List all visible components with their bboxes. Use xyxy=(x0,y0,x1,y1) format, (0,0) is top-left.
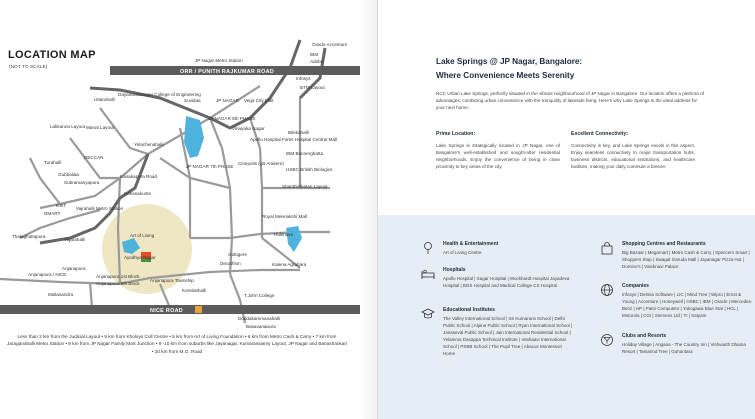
place-label: Basavanapura xyxy=(246,324,276,328)
place-label: IBM xyxy=(310,52,319,57)
globe-icon xyxy=(600,283,614,297)
place-label: Bilekahalli xyxy=(288,130,309,135)
place-label: Kembathalli xyxy=(182,288,207,293)
shopping-block xyxy=(600,241,755,275)
place-label: Uttarahalli xyxy=(94,97,115,102)
place-label: Oracle Accenture xyxy=(312,42,348,47)
page-gutter-shadow xyxy=(360,0,377,419)
category-title: Clubs and Resorts xyxy=(622,333,667,339)
place-label: KSIT xyxy=(56,203,67,208)
place-label: Suvidaa xyxy=(184,98,201,103)
place-label: Adobe xyxy=(310,59,324,64)
place-label: Anjanapura 1st Block xyxy=(96,274,140,279)
place-label: Kalena Agrahara xyxy=(272,262,307,267)
category-title: Hospitals xyxy=(443,267,466,273)
category-title: Shopping Centres and Restaurants xyxy=(622,241,706,247)
hulimavu-lake xyxy=(286,226,302,252)
location-map xyxy=(0,38,360,328)
place-label: Doddakammanahalli xyxy=(238,316,280,321)
prime-location-section xyxy=(436,131,560,170)
place-label: Gubbalala xyxy=(58,172,79,177)
prime-location-text: Lake Springs is strategically located in JP Nagar, one of Bangalore's well-established and sought-after residential neighborhoods. Enjoy the convenience of being in close proximity to key areas of the city. xyxy=(436,143,560,169)
place-label: Ayodhya Nagar xyxy=(124,255,156,260)
place-label: T.John College xyxy=(244,293,275,298)
category-text: Apollo Hospital | Sagar Hospital | Wockhardt Hospital Jayadeva Hospital | BGS Hospital and Medical College CS Hospital xyxy=(443,276,570,288)
place-label: Vinayaka Nagar xyxy=(232,126,265,131)
place-label: IBM Bannerghatta xyxy=(286,151,324,156)
place-label: JP Nagar Metro Station xyxy=(195,58,243,63)
place-label: Mallasandra xyxy=(48,292,74,297)
place-label: Royal Meenakshi Mall xyxy=(262,214,307,219)
place-label: Anjanapura xyxy=(62,266,86,271)
place-label: Shanthiniketan Layout xyxy=(282,184,328,189)
connectivity-section xyxy=(571,131,695,170)
connectivity-heading: Excellent Connectivity: xyxy=(571,131,629,137)
place-label: Lakkanna Layout xyxy=(50,124,85,129)
place-label: Vajarahalli xyxy=(64,237,86,242)
place-label: Decathlon xyxy=(220,261,241,266)
map-title: LOCATION MAP xyxy=(8,49,96,61)
place-label: DECCAN xyxy=(84,155,104,160)
place-label: Anjanapura Township xyxy=(150,278,194,283)
place-label: Art of Living xyxy=(130,233,155,238)
clubs-block xyxy=(600,333,755,367)
tree-icon xyxy=(421,241,435,255)
hospital-bed-icon xyxy=(421,267,435,281)
amenities-panel xyxy=(378,215,755,419)
category-title: Educational Institutes xyxy=(443,307,495,313)
place-label: Dayanandasagar College of Engineering xyxy=(118,92,201,97)
place-labels xyxy=(12,42,348,328)
place-label: Konanakunte xyxy=(124,191,152,196)
nice-road-badge xyxy=(195,306,202,313)
place-label: Anjanapura 8th Block xyxy=(96,281,140,286)
health-entertainment-block xyxy=(421,241,571,261)
category-title: Companies xyxy=(622,283,649,289)
nice-road-label: NICE ROAD xyxy=(150,308,183,314)
place-label: Turahalli xyxy=(44,160,62,165)
cocktail-icon xyxy=(600,333,614,347)
category-text: Big Bazaar | Megamart | Metro Cash & Carry | Spencers Smart | Shoppers Stop | Swagat Garuda Mall | Jayanagar Pizza Hut | Domino's | Vaishnavi Palace xyxy=(622,250,750,269)
map-footnote: Less than 2 km from the Judicial Layout • 5 km from Kholoys Coll Centre • 5 km from Art of Living Foundation • 6 km from Metro Cash & Carry • 7 km from Jaraganahalli Metro Station • 8 km from JP Nagar Family Mart Junction • 9 -10 km from suburbs like Jayanagar, Kumaraswamy Layout, JP Nagar and Banashankari • 20 km from M.G. Road xyxy=(7,334,347,354)
place-label: HSBC British Biologics xyxy=(286,167,333,172)
place-label: Apollo Hospital Fortis Hospital Central Mall xyxy=(250,137,338,142)
place-label: Yelachenahalli xyxy=(134,142,164,147)
orr-road-label: ORR / PUNITH RAJKUMAR ROAD xyxy=(180,69,275,75)
page-title xyxy=(436,55,696,83)
intro-paragraph: NCC Urban Lake Springs, perfectly situated in the vibrant neighbourhood of JP Nagar in Bangalore. Our location offers a plethora of advantages, combining urban convenience with the tranquility of lakeside living. Here's why Lake Springs is the ideal address for your next home: xyxy=(436,91,704,110)
place-label: JP NAGAR 7th PHASE xyxy=(186,164,234,169)
place-label: Vega City Mall xyxy=(244,98,274,103)
map-subtitle: (NOT TO SCALE) xyxy=(9,64,48,69)
category-text: Art of Living Centre xyxy=(443,250,482,255)
place-label: Hulimavu xyxy=(274,232,294,237)
place-label: Vajrahalli Metro Station xyxy=(76,206,124,211)
place-label: Infosys xyxy=(296,76,311,81)
prime-location-heading: Prime Location: xyxy=(436,131,476,137)
category-text: The Valley International School | Sri Kumarans School | Delhi Public School | Alpine Public School | Ryan International School | Janaseval Public School | Jain International Residential School | Yelamma Dasappa Technical Institute | Vashaavi International School | PSBB School | The Pupil Tree | Abacus Montessori Home xyxy=(443,316,573,356)
place-label: BTM Layout xyxy=(300,85,325,90)
place-label: JP NAGAR xyxy=(216,98,239,103)
title-line-1: Lake Springs @ JP Nagar, Bangalore: xyxy=(436,57,583,66)
companies-block xyxy=(600,283,755,329)
category-text: Infosys | Delmia Software | LIC | Mind Tree | Wipro | Ernst & Young | Accenture | Honeywell | HSBC | IBM | Oracle | Mercedes-Benz | HP | Patni Computers | Yokogawa Blue Star | HCL | Motorola | CGI | Siemens Ltd | TI | Satyam xyxy=(622,292,753,318)
category-text: Holiday Village | Angana - The Country Inn | Vishvanth Dhama Resort | Tamarind Tree | Guhantara xyxy=(622,342,746,354)
place-label: Maruti Layout xyxy=(86,125,114,130)
title-line-2: Where Convenience Meets Serenity xyxy=(436,71,575,80)
place-label: Subramanyapura xyxy=(64,180,100,185)
place-label: Cinepolis (LB Arakere) xyxy=(238,161,284,166)
place-label: Gottigere xyxy=(228,252,247,257)
shopping-bag-icon xyxy=(600,241,614,255)
graduation-cap-icon xyxy=(421,307,435,321)
hospitals-block xyxy=(421,267,571,301)
place-label: Anjanapura / NICE xyxy=(28,272,67,277)
place-label: Kanakapura Road xyxy=(120,174,158,179)
place-label: JP NAGAR 6th PHASE xyxy=(208,116,256,121)
connectivity-text: Connectivity is key, and Lake Springs excels in this aspect. Enjoy seamless connectivity to major transportation hubs, business districts, educational institutions, and healthcare facilities, making your daily commute a breeze. xyxy=(571,143,695,169)
category-title: Health & Entertainment xyxy=(443,241,499,247)
place-label: DMART xyxy=(44,211,61,216)
education-block xyxy=(421,307,571,387)
place-label: Thalaghattapura xyxy=(12,234,46,239)
